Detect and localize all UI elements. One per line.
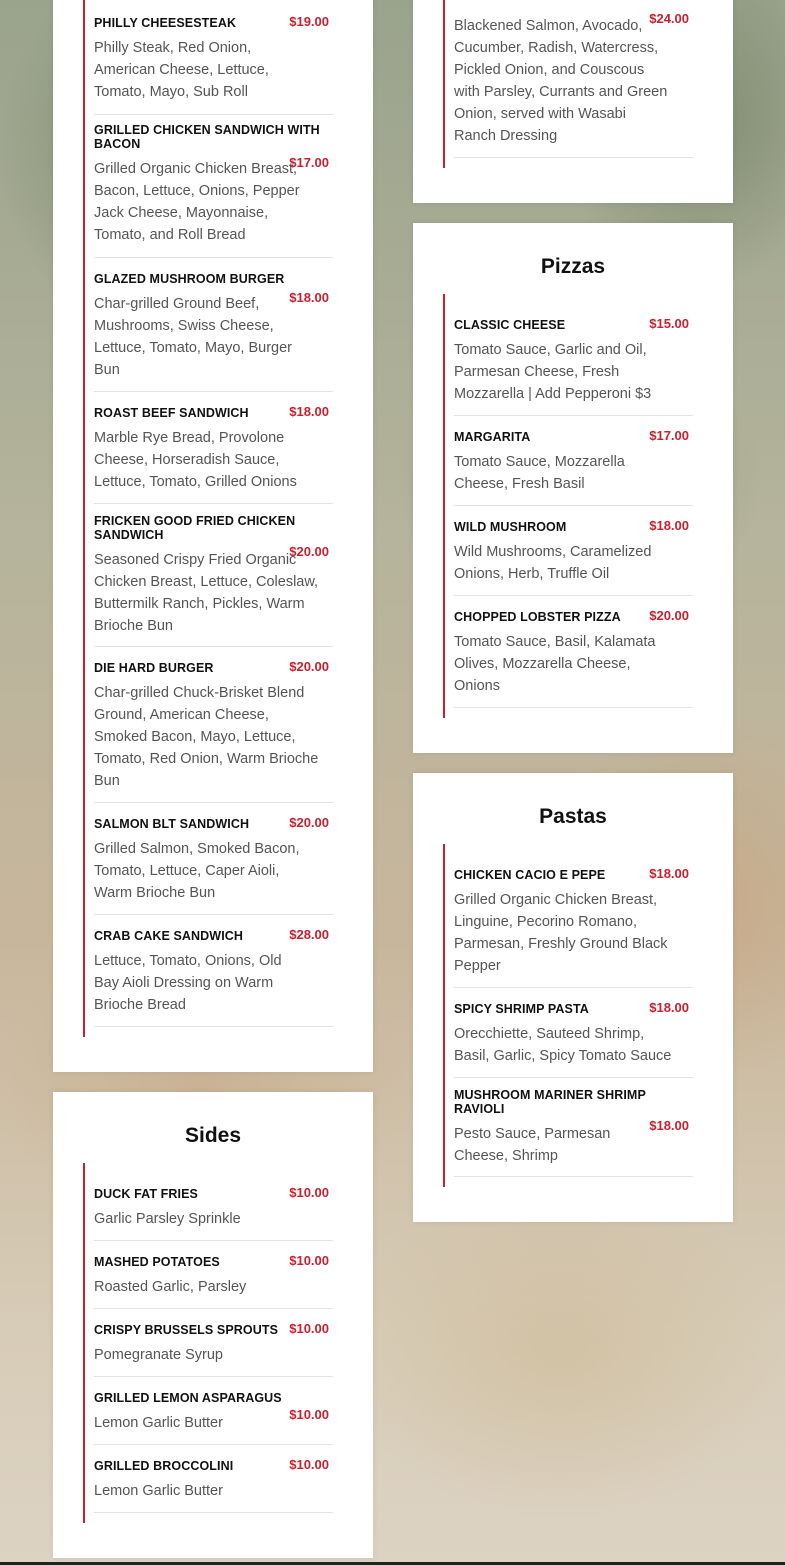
item-price: $17.00 — [649, 428, 689, 443]
sandwiches-list — [83, 0, 335, 1037]
item-name: MASHED POTATOES — [94, 1255, 220, 1269]
item-price: $10.00 — [289, 1253, 329, 1268]
item-description: Philly Steak, Red Onion, American Cheese, Lettuce, Tomato, Mayo, Sub Roll — [94, 40, 269, 100]
pizzas-list — [443, 294, 695, 718]
menu-item — [454, 416, 693, 506]
item-description: Seasoned Crispy Fried Organic Chicken Breast, Lettuce, Coleslaw, Buttermilk Ranch, Pickles, Warm Brioche Bun — [94, 552, 319, 634]
item-name: CRISPY BRUSSELS SPROUTS — [94, 1323, 279, 1337]
item-description: Grilled Organic Chicken Breast, Linguine, Pecorino Romano, Parmesan, Freshly Ground Black Pepper — [454, 892, 668, 974]
item-price: $10.00 — [289, 1321, 329, 1336]
pastas-card — [413, 773, 733, 1222]
item-price: $18.00 — [649, 1000, 689, 1015]
item-description: Tomato Sauce, Garlic and Oil, Parmesan Cheese, Fresh Mozzarella | Add Pepperoni $3 — [454, 342, 652, 402]
item-price: $15.00 — [649, 316, 689, 331]
section-title: Pizzas — [540, 255, 606, 278]
item-description: Garlic Parsley Sprinkle — [94, 1211, 241, 1227]
menu-item — [94, 1241, 333, 1309]
item-name: GRILLED BROCCOLINI — [94, 1459, 234, 1473]
menu-item — [454, 844, 693, 988]
item-price: $10.00 — [289, 1407, 329, 1422]
item-description: Lemon Garlic Butter — [94, 1483, 223, 1499]
item-name: CLASSIC CHEESE — [454, 318, 566, 332]
item-price: $17.00 — [289, 155, 329, 170]
pizzas-card — [413, 223, 733, 753]
item-description: Grilled Organic Chicken Breast, Bacon, Lettuce, Onions, Pepper Jack Cheese, Mayonnaise, Tomato, and Roll Bread — [94, 161, 300, 243]
item-description: Tomato Sauce, Basil, Kalamata Olives, Mozzarella Cheese, Onions — [454, 634, 656, 694]
sides-list — [83, 1163, 335, 1523]
menu-item — [454, 294, 693, 416]
section-title: Pastas — [539, 805, 607, 828]
item-name: CHICKEN CACIO E PEPE — [454, 868, 606, 882]
item-price: $10.00 — [289, 1457, 329, 1472]
bowls-list — [443, 0, 695, 168]
menu-item — [94, 258, 333, 392]
menu-item — [94, 115, 333, 258]
item-price: $24.00 — [649, 11, 689, 26]
item-name: GLAZED MUSHROOM BURGER — [94, 272, 285, 286]
item-price: $20.00 — [289, 544, 329, 559]
item-price: $20.00 — [289, 659, 329, 674]
item-name: MARGARITA — [454, 430, 531, 444]
item-description: Lettuce, Tomato, Onions, Old Bay Aioli Dressing on Warm Brioche Bread — [94, 953, 282, 1013]
pastas-list — [443, 844, 695, 1187]
item-price: $20.00 — [289, 815, 329, 830]
item-description: Wild Mushrooms, Caramelized Onions, Herb, Truffle Oil — [454, 544, 652, 582]
item-price: $10.00 — [289, 1185, 329, 1200]
item-price: $18.00 — [649, 866, 689, 881]
menu-item — [454, 596, 693, 708]
item-name: FRICKEN GOOD FRIED CHICKEN SANDWICH — [94, 514, 296, 542]
item-name: WILD MUSHROOM — [454, 520, 567, 534]
menu-item — [94, 803, 333, 915]
menu-item — [94, 1309, 333, 1377]
menu-item — [454, 988, 693, 1078]
item-name: SPICY SHRIMP PASTA — [454, 1002, 589, 1016]
item-description: Char-grilled Chuck-Brisket Blend Ground, American Cheese, Smoked Bacon, Mayo, Lettuce, Tomato, Red Onion, Warm Brioche Bun — [94, 685, 319, 789]
item-price: $20.00 — [649, 608, 689, 623]
item-description: Marble Rye Bread, Provolone Cheese, Horseradish Sauce, Lettuce, Tomato, Grilled Onions — [94, 430, 297, 490]
item-price: $18.00 — [289, 404, 329, 419]
section-title: Sides — [184, 1124, 242, 1147]
item-name: ROAST BEEF SANDWICH — [94, 406, 249, 420]
item-price: $18.00 — [649, 518, 689, 533]
sides-card — [53, 1092, 373, 1558]
item-description: Char-grilled Ground Beef, Mushrooms, Swiss Cheese, Lettuce, Tomato, Mayo, Burger Bun — [94, 296, 293, 378]
bowls-card — [413, 0, 733, 203]
item-name: DUCK FAT FRIES — [94, 1187, 198, 1201]
menu-item — [94, 0, 333, 115]
menu-item — [94, 647, 333, 803]
item-name: PHILLY CHEESESTEAK — [94, 16, 237, 30]
menu-item — [94, 1445, 333, 1513]
menu-item — [94, 392, 333, 504]
item-price: $19.00 — [289, 14, 329, 29]
item-description: Roasted Garlic, Parsley — [94, 1279, 247, 1295]
sandwiches-card — [53, 0, 373, 1072]
menu-item — [454, 0, 693, 158]
item-description: Tomato Sauce, Mozzarella Cheese, Fresh Basil — [454, 454, 625, 492]
menu-item — [454, 506, 693, 596]
item-name: MUSHROOM MARINER SHRIMP RAVIOLI — [454, 1088, 646, 1116]
item-name: CRAB CAKE SANDWICH — [94, 929, 244, 943]
item-description: Pesto Sauce, Parmesan Cheese, Shrimp — [454, 1126, 611, 1164]
item-price: $18.00 — [649, 1118, 689, 1133]
menu-item — [94, 1377, 333, 1445]
menu-item — [94, 504, 333, 647]
menu-item — [94, 1163, 333, 1241]
item-name: GRILLED CHICKEN SANDWICH WITH BACON — [94, 123, 320, 151]
item-name: SALMON BLT SANDWICH — [94, 817, 250, 831]
item-name: CHOPPED LOBSTER PIZZA — [454, 610, 621, 624]
menu-item — [454, 1078, 693, 1177]
item-description: Grilled Salmon, Smoked Bacon, Tomato, Lettuce, Caper Aioli, Warm Brioche Bun — [94, 841, 300, 901]
item-description: Pomegranate Syrup — [94, 1347, 223, 1363]
item-name: GRILLED LEMON ASPARAGUS — [94, 1391, 282, 1405]
item-description: Blackened Salmon, Avocado, Cucumber, Radish, Watercress, Pickled Onion, and Couscous with Parsley, Currants and Green Onion, served with Wasabi Ranch Dressing — [454, 18, 668, 144]
menu-item — [94, 915, 333, 1027]
item-name: DIE HARD BURGER — [94, 661, 214, 675]
item-price: $28.00 — [289, 927, 329, 942]
item-description: Lemon Garlic Butter — [94, 1415, 223, 1431]
item-description: Orecchiette, Sauteed Shrimp, Basil, Garlic, Spicy Tomato Sauce — [454, 1026, 672, 1064]
item-price: $18.00 — [289, 290, 329, 305]
